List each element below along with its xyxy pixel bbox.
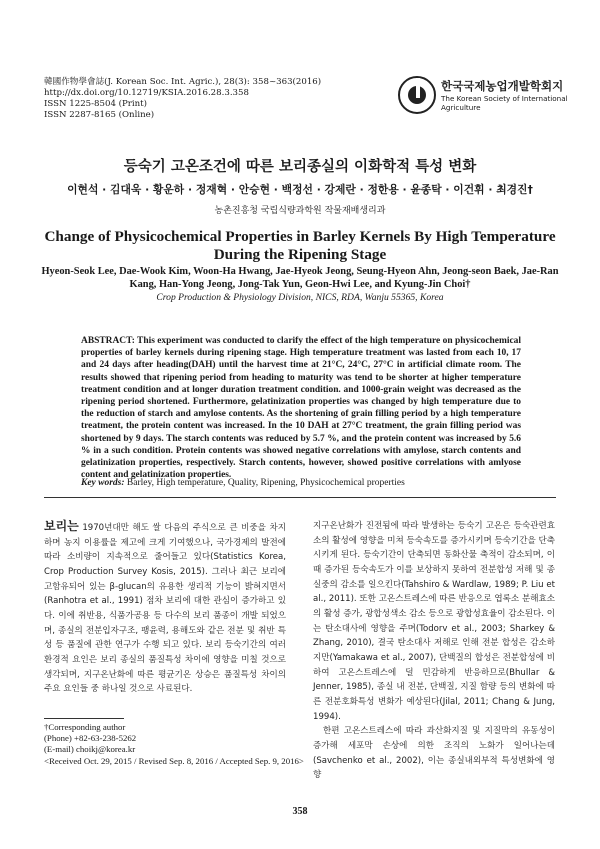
doi-link[interactable]: http://dx.doi.org/10.12719/KSIA.2016.28.3.358: [44, 88, 249, 98]
body-paragraph-2: 한편 고온스트레스에 따라 과산화지질 및 지질막의 유동성이 증가해 세포막 손상에 의한 조직의 노화가 일어나는데(Savchenko et al., 2002), 이는 종실내외부적 특성변화에 영향: [313, 726, 555, 781]
keywords: [81, 478, 405, 488]
body-paragraph-1: 지구온난화가 진전됨에 따라 발생하는 등숙기 고온은 등숙관련효소의 활성에 영향을 미쳐 등숙속도를 증가시키며 등숙기간을 단축시키게 된다. 등숙기간이 단축되면 동화산물 축적이 감소되며, 이때 증가된 등숙속도가 이를 보상하지 못하여 전분합성 저해 및 종실중의 감소를 일으킨다(Tahshiro & Wardlaw, 1989; P. Liu et al., 2011). 또한 고온스트레스에 따른 반응으로 엽록소 분해효소의 활성 증가, 광합성색소 감소 등으로 광합성효율이 감소된다. 이는 탄소대사에 영향을 주며(Todorv et al., 2003; Sharkey & Zhang, 2010), 결국 탄소대사 저해로 인해 전분 합성은 감소하지만(Yamakawa et al., 2007), 단백질의 합성은 전분합성에 비하여 고온스트레스에 덜 민감하게 반응하므로(Bhullar & Jenner, 1985), 종실 내 전분, 단백질, 지질 함량 등의 변화에 따른 전분호화특성 변화가 예상된다(Jilal, 2011; Chang & Jung, 1994).: [313, 521, 555, 722]
journal-meta: [44, 77, 321, 121]
society-emblem-icon: [398, 76, 436, 114]
keywords-list: Barley, High temperature, Quality, Ripening, Physicochemical properties: [126, 478, 405, 488]
authors-english: Hyeon-Seok Lee, Dae-Wook Kim, Woon-Ha Hwang, Jae-Hyeok Jeong, Seung-Hyeon Ahn, Jeong-seon Baek, Jae-Ran Kang, Han-Yong Jeong, Jong-Tak Yun, Geon-Hwi Lee, and Kyung-Jin Choi†: [41, 266, 559, 290]
email[interactable]: (E-mail) choikj@korea.kr: [44, 744, 136, 755]
body-text-left: 1970년대만 해도 쌀 다음의 주식으로 큰 비중을 차지하며 농지 이용률을 제고에 크게 기여했으나, 국가경제의 발전에 따라 소비량이 지속적으로 줄어들고 있다(Statistics Korea, Crop Production Survey Kosis, 2015). 그러나 최근 보리에 고함유되어 있는 β-glucan의 유용한 생리적 기능이 밝혀지면서(Ranhotra et al., 1991) 점차 보리에 대한 관심이 증가하고 있다. 이에 취반용, 식품가공용 등 다수의 보리 품종이 개발 되었으며, 종실의 전분입자구조, 팽윤력, 용해도와 같은 전분 및 취반 특성 등 품질에 관한 연구가 수행 되고 있다. 보리 등숙기간의 여러 환경적 요인은 보리 종실의 품질특성 차이에 영향을 미칠 것으로 생각되며, 지구온난화에 따른 평균기온 상승은 품질특성 차이의 주요 요인들 중 하나일 것으로 사료된다.: [44, 523, 286, 695]
authors-korean: 이현석 · 김대욱 · 황운하 · 정재혁 · 안승현 · 백정선 · 강제란 · 정한용 · 윤종탁 · 이건휘 · 최경진†: [67, 183, 533, 196]
footnote-divider: [44, 718, 124, 719]
society-name-ko: 한국국제농업개발학회지: [441, 79, 564, 93]
page-number: 358: [292, 806, 308, 817]
society-name-en: The Korean Society of International Agriculture: [441, 94, 568, 112]
abstract: ABSTRACT: This experiment was conducted to clarify the effect of the high temperature on physicochemical properties of barley kernels during ripening stage. High temperature treatment was lasted from each 10, 17 and 24 days after heading(DAH) until the harvest time at 21°C, 24°C, 27°C in artificial climate room. The results showed that ripening period from heading to maturity was tend to be shorter at higher temperature treatment condition and at longer duration treatment condition. and 1000-grain weight was decreased as the ripening period shortened. Furthermore, gelatinization properties was changed by high temperature due to the reduction of starch and amylose contents. As the shortening of grain filling period by a high temperature treatment, the protein content was increased. In the 10 DAH at 27°C treatment, the grain filling period was shortened by 9 days. The starch contents was reduced by 5.7 %, and the protein content was increased by 5.6 % in a such condition. Protein contents was showed negative correlations with amylose, starch contents and gelatinization properties, respectively. Starch contents, however, showed positive correlations with amlyose content and gelatinization properties.: [81, 336, 521, 481]
section-divider: [44, 497, 556, 498]
body-column-left: [44, 519, 286, 697]
title-english: Change of Physicochemical Properties in Barley Kernels By High Temperature During the Ripening Stage: [44, 228, 556, 263]
corresponding-author: †Corresponding author: [44, 722, 126, 732]
received-dates: <Received Oct. 29, 2015 / Revised Sep. 8, 2016 / Accepted Sep. 9, 2016>: [44, 755, 304, 766]
affiliation-english: Crop Production & Physiology Division, NICS, RDA, Wanju 55365, Korea: [156, 292, 444, 303]
issn-print: ISSN 1225-8504 (Print): [44, 99, 147, 109]
issn-online: ISSN 2287-8165 (Online): [44, 110, 155, 120]
society-logo: [398, 76, 568, 122]
body-lead-word: 보리는: [44, 519, 79, 533]
affiliation-korean: 농촌진흥청 국립식량과학원 작물재배생리과: [214, 206, 386, 216]
citation: 韓國作物學會誌(J. Korean Soc. Int. Agric.), 28(3): 358~363(2016): [44, 77, 322, 87]
keywords-label: Key words:: [81, 478, 125, 488]
phone: (Phone) +82-63-238-5262: [44, 733, 137, 744]
title-korean: 등숙기 고온조건에 따른 보리종실의 이화학적 특성 변화: [123, 159, 477, 175]
footnote: [44, 722, 304, 767]
body-column-right: [313, 519, 555, 783]
